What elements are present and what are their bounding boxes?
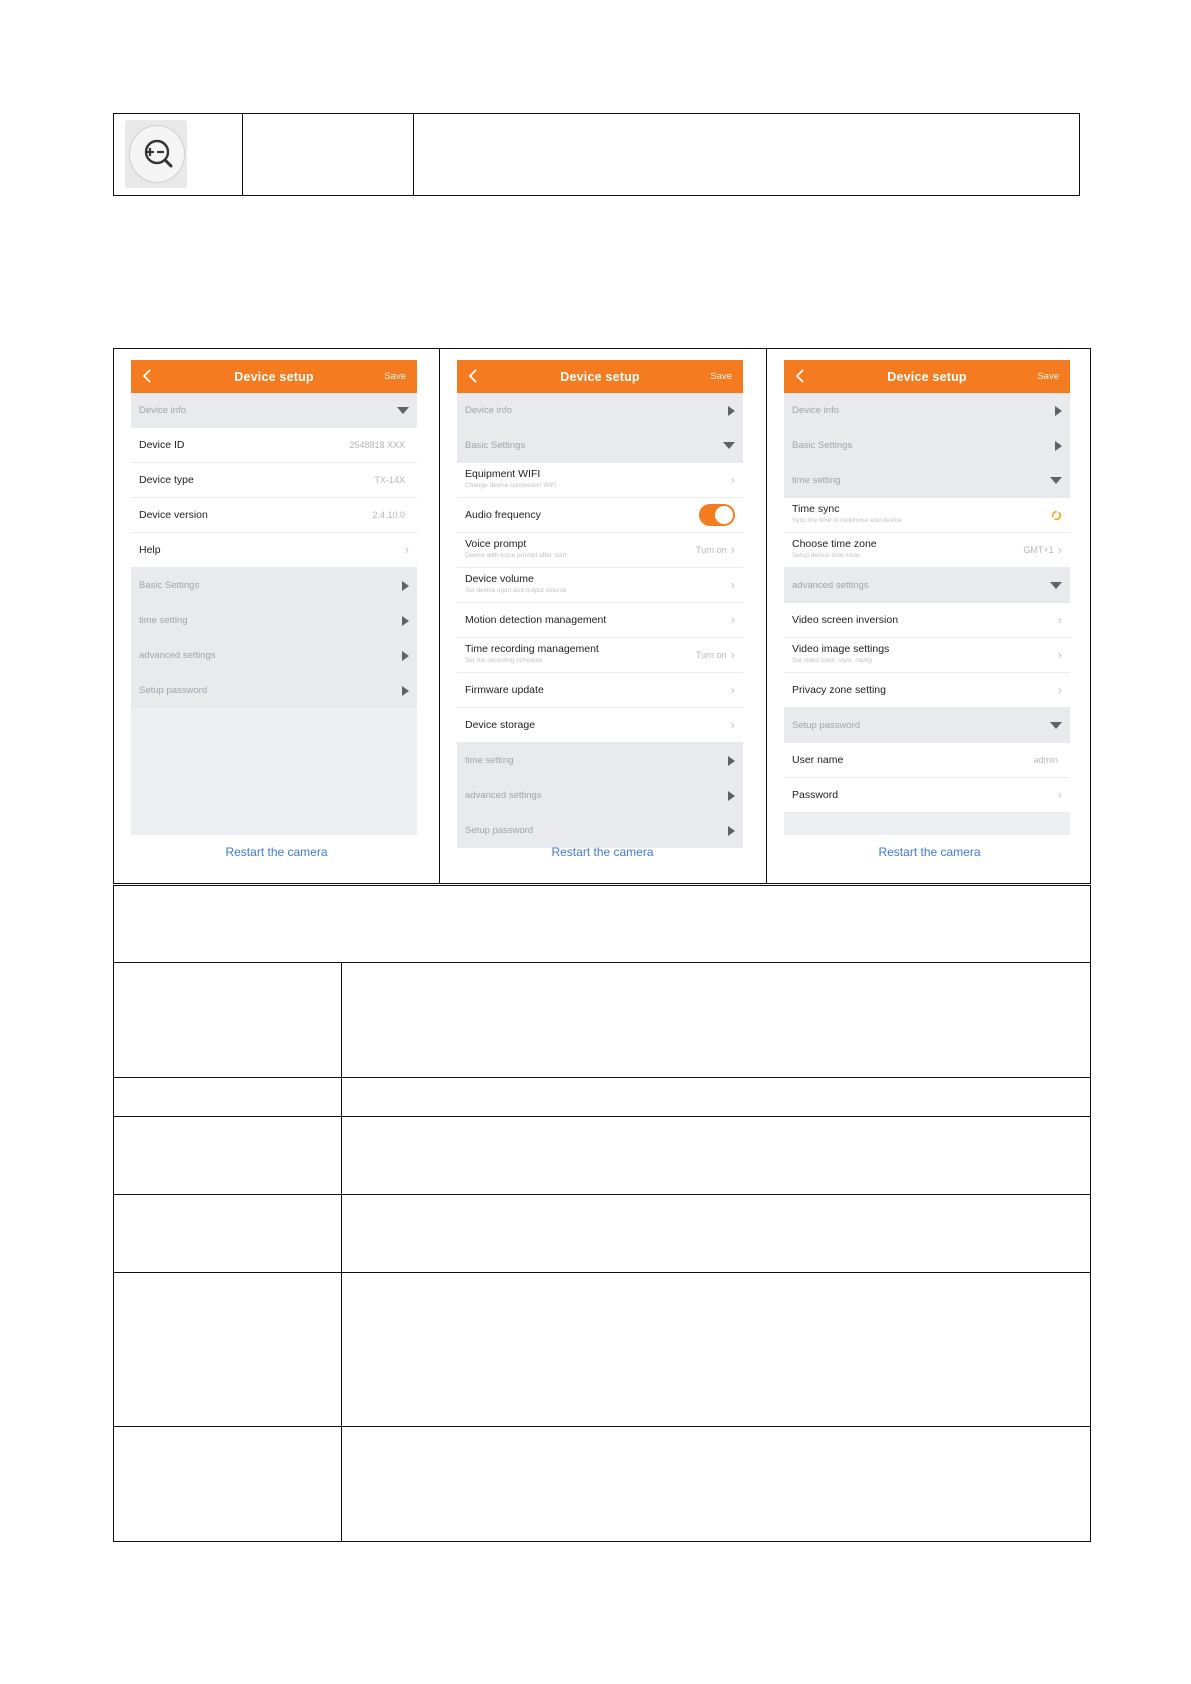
zoom-icon-tile [125,120,187,188]
row-label: Device storage [465,719,536,731]
row-value: TX-14X [374,475,405,485]
table-cell [342,1078,1091,1117]
row-label: Password [792,789,839,801]
collapse-right-icon[interactable] [402,616,409,626]
chevron-right-icon: › [730,577,735,592]
section-header[interactable] [784,393,1070,428]
chevron-right-icon: › [1057,682,1062,697]
section-label: time setting [792,475,841,486]
section-header[interactable] [457,428,743,463]
row-value: admin [1033,755,1058,765]
row-label: User name [792,754,844,766]
zoom-in-out-icon [129,125,185,183]
toggle-knob [715,506,733,524]
chevron-right-icon: › [1057,647,1062,662]
table-cell [114,1078,342,1117]
section-header[interactable] [784,708,1070,743]
description-table [113,885,1091,1542]
section-label: Setup password [139,685,208,696]
row-label: Time recording management [465,643,599,655]
row-label: Motion detection management [465,614,607,626]
phone-screen-device-info [131,360,417,835]
row-value: Turn on [695,545,727,555]
table-cell [342,1427,1091,1542]
save-button[interactable]: Save [710,371,732,382]
section-label: advanced settings [139,650,216,661]
section-label: Setup password [792,720,861,731]
header-title: Device setup [887,369,967,384]
row-subtitle: Change device connection WiFi [465,482,557,489]
expand-down-icon[interactable] [397,407,409,414]
section-header[interactable] [457,813,743,848]
back-arrow-icon[interactable] [140,368,156,384]
save-button[interactable]: Save [384,371,406,382]
row-label: Help [139,544,161,556]
table-cell [342,1273,1091,1427]
back-arrow-icon[interactable] [466,368,482,384]
screenshots-table [113,348,1091,884]
sync-icon[interactable] [1051,510,1062,521]
collapse-right-icon[interactable] [1055,441,1062,451]
settings-row[interactable] [457,638,743,673]
expand-down-icon[interactable] [1050,582,1062,589]
collapse-right-icon[interactable] [402,651,409,661]
section-label: time setting [465,755,514,766]
row-value: GMT+1 [1023,545,1054,555]
icon-cell [114,114,243,196]
section-label: advanced settings [792,580,869,591]
description-cell [414,114,1080,196]
row-label: Time sync [792,503,840,515]
back-arrow-icon[interactable] [793,368,809,384]
row-text [465,644,696,666]
row-value: 2.4.10.0 [372,510,405,520]
settings-row[interactable] [784,638,1070,673]
chevron-right-icon: › [1057,787,1062,802]
settings-row[interactable] [457,673,743,708]
table-cell [342,1117,1091,1195]
row-subtitle: Device with voice prompt after start [465,552,567,559]
table-cell [114,1195,342,1273]
chevron-right-icon: › [1057,542,1062,557]
collapse-right-icon[interactable] [402,581,409,591]
table-cell [114,1427,342,1542]
save-button[interactable]: Save [1037,371,1059,382]
row-label: Device ID [139,439,185,451]
header-title: Device setup [234,369,314,384]
table-cell [114,1117,342,1195]
row-label: Video screen inversion [792,614,899,626]
settings-row[interactable] [457,568,743,603]
settings-row[interactable] [784,533,1070,568]
settings-row[interactable] [131,428,417,463]
row-subtitle: Setup device time zone [792,552,860,559]
settings-row[interactable] [784,498,1070,533]
settings-row[interactable] [131,533,417,568]
settings-row[interactable] [457,603,743,638]
settings-row[interactable] [784,778,1070,813]
app-header [131,360,417,393]
label-cell [243,114,414,196]
section-header[interactable] [784,568,1070,603]
table-header-row [114,886,1091,963]
collapse-right-icon[interactable] [1055,406,1062,416]
chevron-right-icon: › [730,612,735,627]
row-label: Audio frequency [465,509,541,521]
phone-screen-basic-settings [457,360,743,835]
collapse-right-icon[interactable] [728,756,735,766]
settings-row[interactable] [457,498,743,533]
row-label: Choose time zone [792,538,877,550]
row-subtitle: Set video color, style, clarity [792,657,873,664]
section-header[interactable] [131,673,417,708]
screenshot-cell-1 [114,349,440,884]
section-header[interactable] [457,743,743,778]
screenshot-cell-3 [767,349,1091,884]
section-label: Device info [792,405,839,416]
row-text [792,504,1051,526]
settings-row[interactable] [457,533,743,568]
section-header[interactable] [131,603,417,638]
section-header[interactable] [457,778,743,813]
row-text [465,539,696,561]
chevron-right-icon: › [730,717,735,732]
screenshot-cell-2 [440,349,767,884]
settings-row[interactable] [784,603,1070,638]
expand-down-icon[interactable] [723,442,735,449]
app-header [784,360,1070,393]
row-text [465,469,731,491]
expand-down-icon[interactable] [1050,477,1062,484]
table-cell [342,963,1091,1078]
table-cell [114,963,342,1078]
chevron-right-icon: › [1057,612,1062,627]
row-text [792,539,1023,561]
table-cell [342,1195,1091,1273]
expand-down-icon[interactable] [1050,722,1062,729]
row-subtitle: Set device input and output volume [465,587,567,594]
row-value: 2548818 XXX [349,440,405,450]
row-subtitle: Sync the time of cellphone and device [792,517,902,524]
row-label: Device version [139,509,208,521]
icon-table [113,113,1080,196]
settings-row[interactable] [457,708,743,743]
settings-row[interactable] [131,463,417,498]
section-header[interactable] [784,428,1070,463]
row-text [792,644,1058,666]
chevron-right-icon: › [404,542,409,557]
row-label: Device type [139,474,194,486]
row-label: Equipment WIFI [465,468,541,480]
collapse-right-icon[interactable] [402,686,409,696]
table-cell [114,1273,342,1427]
audio-toggle[interactable] [699,504,735,526]
restart-camera-link[interactable]: Restart the camera [878,845,981,859]
section-label: Basic Settings [792,440,853,451]
collapse-right-icon[interactable] [728,791,735,801]
section-label: Setup password [465,825,534,836]
collapse-right-icon[interactable] [728,406,735,416]
settings-row[interactable] [457,463,743,498]
chevron-right-icon: › [730,542,735,557]
restart-camera-link[interactable]: Restart the camera [225,845,328,859]
collapse-right-icon[interactable] [728,826,735,836]
section-header[interactable] [131,568,417,603]
section-header[interactable] [457,393,743,428]
section-label: Device info [465,405,512,416]
section-label: Basic Settings [465,440,526,451]
chevron-right-icon: › [730,647,735,662]
settings-row[interactable] [131,498,417,533]
section-label: Device info [139,405,186,416]
settings-row[interactable] [784,743,1070,778]
header-title: Device setup [560,369,640,384]
settings-row[interactable] [784,673,1070,708]
section-header[interactable] [131,393,417,428]
phone-screen-time-advanced [784,360,1070,835]
section-header[interactable] [131,638,417,673]
row-label: Firmware update [465,684,544,696]
section-label: advanced settings [465,790,542,801]
row-label: Video image settings [792,643,890,655]
section-label: time setting [139,615,188,626]
chevron-right-icon: › [730,472,735,487]
row-label: Privacy zone setting [792,684,886,696]
row-label: Voice prompt [465,538,527,550]
restart-camera-link[interactable]: Restart the camera [551,845,654,859]
chevron-right-icon: › [730,682,735,697]
row-text [465,574,731,596]
row-value: Turn on [695,650,727,660]
section-label: Basic Settings [139,580,200,591]
app-header [457,360,743,393]
section-header[interactable] [784,463,1070,498]
row-label: Device volume [465,573,534,585]
row-subtitle: Set the recording schedule [465,657,543,664]
